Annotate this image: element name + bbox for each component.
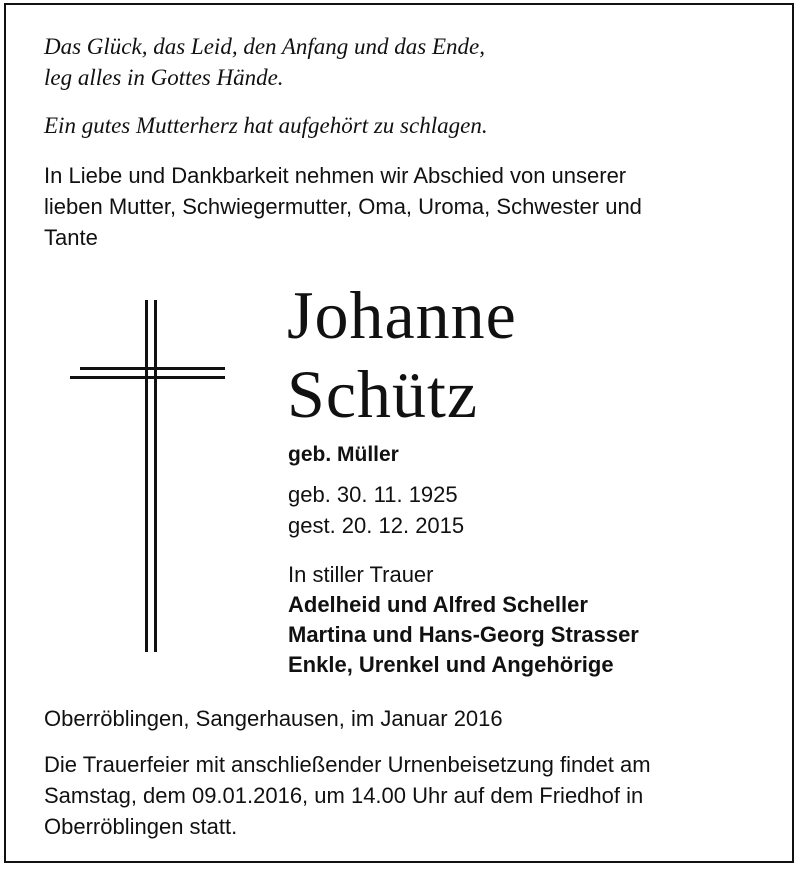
cross-vertical-left <box>145 300 148 652</box>
poem-second-verse: Ein gutes Mutterherz hat aufgehört zu schlagen. <box>44 113 488 138</box>
mourners-heading: In stiller Trauer <box>288 562 434 587</box>
deceased-last-name: Schütz <box>287 356 479 432</box>
mourner-name: Enkle, Urenkel und Angehörige <box>288 652 614 677</box>
service-line: Samstag, dem 09.01.2016, um 14.00 Uhr auf dem Friedhof in <box>44 783 644 808</box>
intro-line: Tante <box>44 225 98 250</box>
intro-line: lieben Mutter, Schwiegermutter, Oma, Uroma, Schwester und <box>44 194 642 219</box>
poem-verse <box>44 31 485 93</box>
service-line: Die Trauerfeier mit anschließender Urnenbeisetzung findet am <box>44 752 651 777</box>
mourner-name: Martina und Hans-Georg Strasser <box>288 622 639 647</box>
intro-line: In Liebe und Dankbarkeit nehmen wir Abschied von unserer <box>44 163 627 188</box>
service-line: Oberröblingen statt. <box>44 814 238 839</box>
place-and-date: Oberröblingen, Sangerhausen, im Januar 2016 <box>44 706 503 731</box>
cross-vertical-right <box>154 300 157 652</box>
intro-text <box>44 160 764 253</box>
maiden-name: geb. Müller <box>288 443 399 466</box>
mourner-name: Adelheid und Alfred Scheller <box>288 592 588 617</box>
poem-line: leg alles in Gottes Hände. <box>44 65 284 90</box>
life-dates <box>288 479 464 541</box>
cross-horizontal-top <box>80 367 225 370</box>
death-date: gest. 20. 12. 2015 <box>288 513 465 538</box>
cross-horizontal-bottom <box>70 376 225 379</box>
funeral-service-notice <box>44 749 764 842</box>
birth-date: geb. 30. 11. 1925 <box>288 482 458 507</box>
deceased-first-name: Johanne <box>287 277 517 353</box>
poem-line: Das Glück, das Leid, den Anfang und das Ende, <box>44 34 486 59</box>
mourners-block <box>288 560 639 680</box>
cross-icon <box>70 300 225 652</box>
